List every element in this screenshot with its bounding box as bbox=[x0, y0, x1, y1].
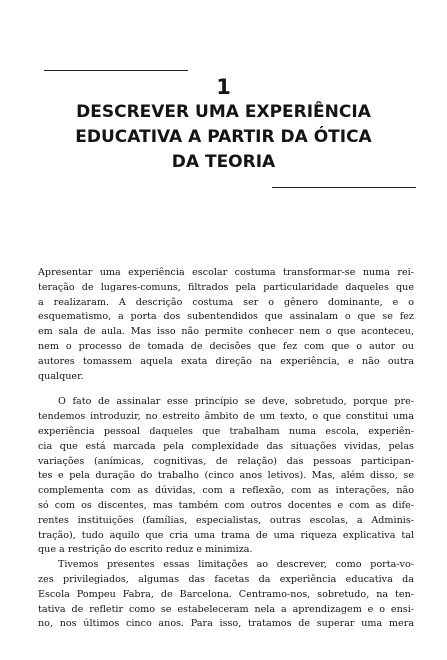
text-line: cia que está marcada pela complexidade das situações vividas, pelas bbox=[38, 440, 414, 452]
top-rule bbox=[44, 70, 188, 71]
paragraph bbox=[38, 266, 414, 384]
text-line: em sala de aula. Mas isso não permite conhecer nem o que aconteceu, bbox=[38, 326, 414, 338]
text-line: O fato de assinalar esse princípio se deve, sobretudo, porque pre- bbox=[58, 396, 414, 408]
chapter-title-line: DESCREVER UMA EXPERIÊNCIA bbox=[76, 102, 371, 122]
text-line: complementa com as dúvidas, com a reflexão, com as interações, não bbox=[38, 485, 414, 497]
text-line: Apresentar uma experiência escolar costuma transformar-se numa rei- bbox=[38, 267, 414, 278]
text-line: tativa de refletir como se estabeleceram nela a aprendizagem e o ensi- bbox=[38, 603, 414, 615]
body-text bbox=[38, 266, 414, 632]
text-line: tração), tudo aquilo que cria uma trama de uma riqueza explicativa tal bbox=[38, 529, 414, 541]
chapter-title-line: DA TEORIA bbox=[171, 152, 276, 172]
bottom-rule bbox=[272, 187, 416, 188]
text-line: experiência pessoal daqueles que trabalham numa escola, experiên- bbox=[38, 425, 414, 437]
text-line: Escola Pompeu Fabra, de Barcelona. Centramo-nos, sobretudo, na ten- bbox=[38, 588, 414, 600]
text-line: a realizaram. A descrição costuma ser o gênero dominante, e o bbox=[38, 296, 414, 308]
text-line: tes e pela duração do trabalho (cinco anos letivos). Mas, além disso, se bbox=[38, 470, 414, 482]
paragraph bbox=[38, 395, 414, 558]
text-line: zes privilegiados, algumas das facetas da experiência educativa da bbox=[38, 573, 414, 585]
text-line: nem o processo de tomada de decisões que fez com que o autor ou bbox=[38, 340, 414, 352]
text-line: teração de lugares-comuns, filtrados pela particularidade daqueles que bbox=[38, 281, 414, 293]
text-line: no, nos últimos cinco anos. Para isso, tratamos de superar uma mera bbox=[38, 618, 414, 630]
text-line: autores tomassem aquela exata direção na experiência, e não outra bbox=[38, 355, 414, 367]
chapter-number: 1 bbox=[216, 75, 231, 99]
text-line: Tivemos presentes essas limitações ao descrever, como porta-vo- bbox=[58, 559, 414, 571]
text-line: esquematismo, a porta dos subentendidos que assinalam o que se fez bbox=[38, 311, 414, 323]
text-line: qualquer. bbox=[38, 370, 84, 382]
text-line: variações (anímicas, cognitivas, de relação) das pessoas participan- bbox=[38, 455, 414, 467]
paragraph bbox=[38, 558, 414, 632]
chapter-title bbox=[40, 100, 407, 175]
text-line: tendemos introduzir, no estreito âmbito de um texto, o que constitui uma bbox=[38, 411, 414, 423]
chapter-title-line: EDUCATIVA A PARTIR DA ÓTICA bbox=[75, 127, 372, 147]
text-line: que a restrição do escrito reduz e minimiza. bbox=[38, 544, 253, 556]
text-line: só com os discentes, mas também com outros docentes e com as dife- bbox=[38, 499, 414, 511]
text-line: rentes instituições (famílias, especialistas, outras escolas, a Adminis- bbox=[38, 514, 414, 526]
